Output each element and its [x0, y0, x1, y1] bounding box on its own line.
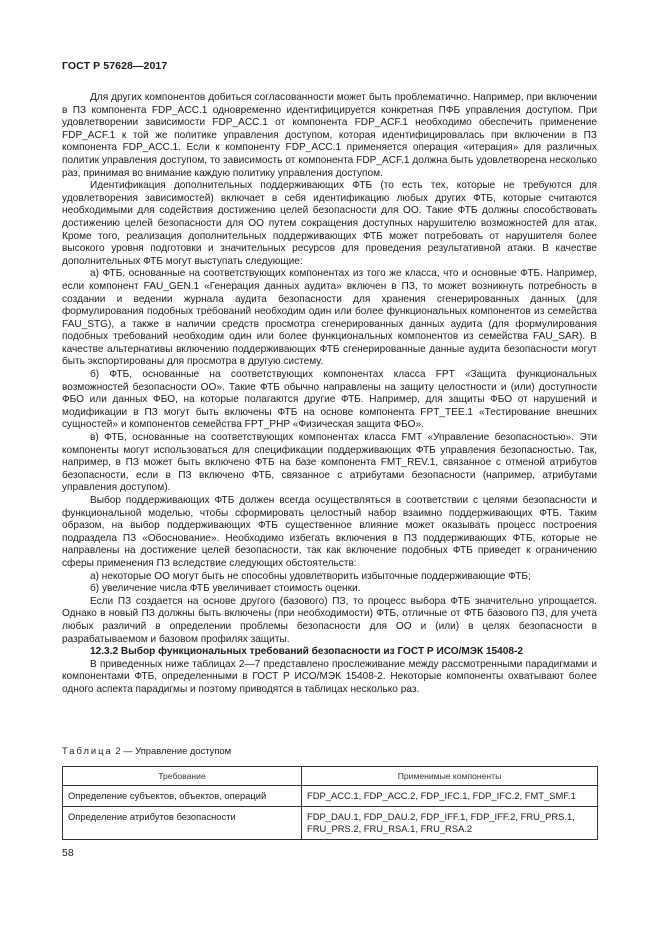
body-text: [62, 92, 597, 697]
table-cell-requirement: Определение атрибутов безопасности: [63, 807, 302, 840]
paragraph: Идентификация дополнительных поддерживающих ФТБ (то есть тех, которые не требуются для удовлетворения зависимостей) включает в себя идентификацию любых других ФТБ, которые считаются необходимыми для содействия достижению целей безопасности для ОО. Такие ФТБ должны способствовать достижению целей безопасности для ОО путем сокращения доступных нарушителю возможностей для атак. Кроме того, реализация дополнительных поддерживающих ФТБ может потребовать от нарушителя более высокого уровня подготовки и значительных ресурсов для проведения результативной атаки. В качестве дополнительных ФТБ могут выступать следующие:: [62, 180, 597, 267]
access-control-table: [62, 766, 598, 840]
list-item: а) некоторые ОО могут быть не способны удовлетворить избыточные поддерживающие ФТБ;: [90, 570, 531, 582]
column-header-components: Применимые компоненты: [302, 767, 598, 786]
list-item: а) ФТБ, основанные на соответствующих компонентах из того же класса, что и основные ФТБ. Например, если компонент FAU_GEN.1 «Генерация данных аудита» включен в ПЗ, то может возникнуть потребность в создании и ведении журнала аудита безопасности для хранения сгенерированных данных (для формулирования подобных требований необходим один или более функциональных компонентов из семейства FAU_STG), а также в наличии средств просмотра сгенерированных данных аудита (для формулирования подобных требований необходим один или более функциональных компонентов из семейства FAU_SAR). В качестве альтернативы включению поддерживающих ФТБ сгенерированные данные аудита безопасности могут быть экспортированы для просмотра в другую систему.: [62, 268, 597, 368]
table-caption-text: 2 — Управление доступом: [115, 745, 232, 756]
table-cell-components: FDP_DAU.1, FDP_DAU.2, FDP_IFF.1, FDP_IFF.2, FRU_PRS.1, FRU_PRS.2, FRU_RSA.1, FRU_RSA.2: [302, 807, 598, 840]
table-caption: [62, 745, 231, 756]
paragraph: Выбор поддерживающих ФТБ должен всегда осуществляться в соответствии с целями безопасности и функциональной моделью, чтобы сформировать целостный набор взаимно поддерживающих ФТБ. Таким образом, на выбор поддерживающих ФТБ существенное влияние может оказывать процесс построения подраздела ПЗ «Обоснование». Необходимо избегать включения в ПЗ поддерживающих ФТБ, которые не направлены на достижение целей безопасности, так как включение подобных ФТБ приведет к ограничению сферы применения ПЗ вследствие следующих обстоятельств:: [62, 495, 597, 569]
table-row: [63, 786, 598, 807]
list-item: в) ФТБ, основанные на соответствующих компонентах класса FMT «Управление безопасностью». Эти компоненты могут использоваться для спецификации поддерживающих ФТБ управления безопасностью. Так, например, в ПЗ может быть включено ФТБ на базе компонента FMT_REV.1, связанное с отменой атрибутов безопасности, если в ПЗ включено ФТБ, связанное с атрибутами безопасности (например, атрибутами управления доступом).: [62, 432, 597, 494]
list-item: б) ФТБ, основанные на соответствующих компонентах класса FPT «Защита функциональных возможностей безопасности ОО». Такие ФТБ обычно направлены на защиту целостности и (или) доступности ФБО или данных ФБО, на которые полагаются другие ФТБ. Например, для защиты ФБО от нарушений и модификации в ПЗ могут быть включены ФТБ на основе компонента FPT_TEE.1 «Тестирование внешних сущностей» и компонентов семейства FPT_PHP «Физическая защита ФБО».: [62, 369, 597, 431]
subsection-heading: 12.3.2 Выбор функциональных требований безопасности из ГОСТ Р ИСО/МЭК 15408-2: [90, 646, 523, 658]
table-cell-components: FDP_ACC.1, FDP_ACC.2, FDP_IFC.1, FDP_IFC.2, FMT_SMF.1: [302, 786, 598, 807]
table-row: [63, 807, 598, 840]
document-header: ГОСТ Р 57628—2017: [62, 60, 168, 72]
table-caption-label: Таблица: [62, 745, 113, 756]
paragraph: Если ПЗ создается на основе другого (базового) ПЗ, то процесс выбора ФТБ значительно упрощается. Однако в новый ПЗ должны быть включены (при необходимости) ФТБ, отличные от ФТБ базового ПЗ, для учета любых различий в определении проблемы безопасности для ОО и (или) в целях безопасности в разрабатываемом и базовом профилях защиты.: [62, 595, 597, 645]
page-number: 58: [62, 847, 74, 859]
paragraph: Для других компонентов добиться согласованности может быть проблематично. Например, при включении в ПЗ компонента FDP_ACC.1 одновременно идентифицируется конкретная ПФБ управления доступом. При удовлетворении зависимости FDP_ACC.1 от компонента FDP_ACF.1 необходимо обеспечить применение FDP_ACF.1 к той же политике управления доступом, которая идентифицировалась при включении в ПЗ компонента FDP_ACC.1. Если к компоненту FDP_ACC.1 применяется операция «итерация» для различных политик управления доступом, то зависимость от компонента FDP_ACF.1 должна быть удовлетворена несколько раз, принимая во внимание каждую политику управления доступом.: [62, 92, 597, 179]
column-header-requirement: Требование: [63, 767, 302, 786]
table-header-row: [63, 767, 598, 786]
table-cell-requirement: Определение субъектов, объектов, операций: [63, 786, 302, 807]
paragraph: В приведенных ниже таблицах 2—7 представлено прослеживание между рассмотренными парадигмами и компонентами ФТБ, определенными в ГОСТ Р ИСО/МЭК 15408-2. Некоторые компоненты охватывают более одного аспекта парадигмы и поэтому приводятся в таблицах несколько раз.: [62, 658, 597, 695]
list-item: б) увеличение числа ФТБ увеличивает стоимость оценки.: [90, 583, 361, 595]
